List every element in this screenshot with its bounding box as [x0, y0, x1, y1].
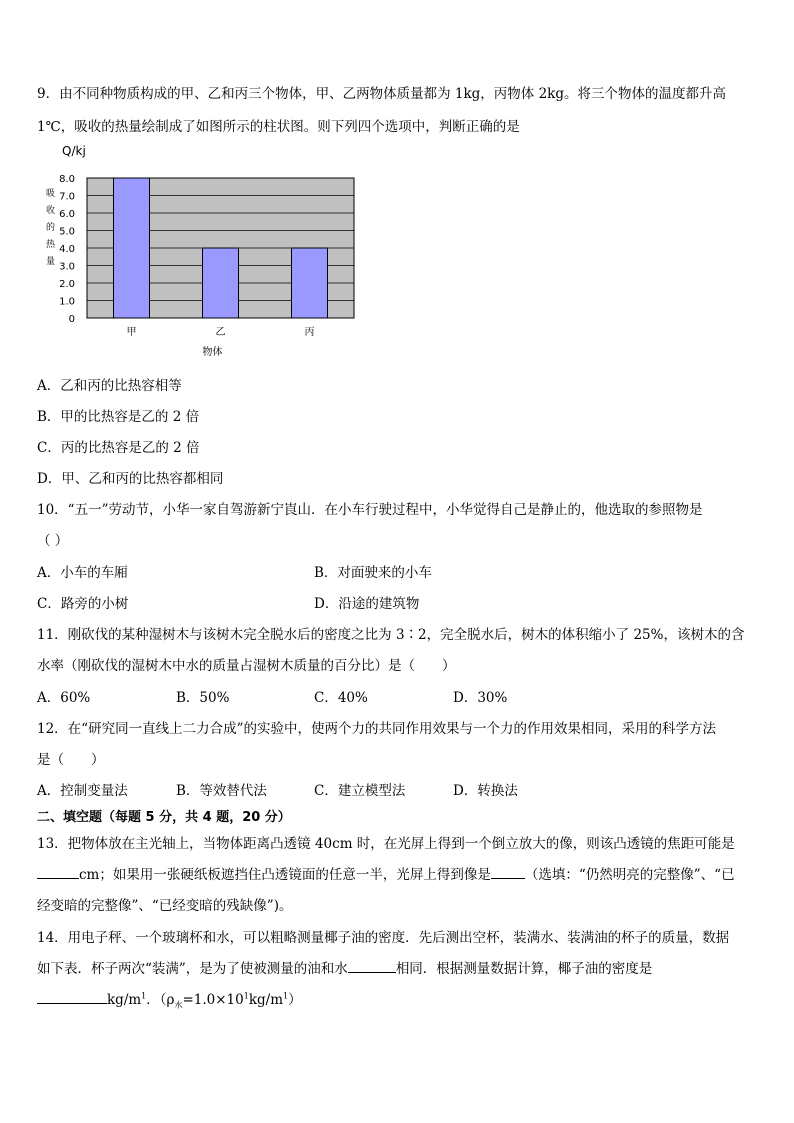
q14-blank-1[interactable] [348, 960, 396, 973]
chart-bar-3 [292, 248, 328, 318]
q14-close: ） [288, 992, 302, 1008]
chart-ylabel-char: 量 [46, 257, 56, 267]
chart-ylabel-char: 吸 [46, 189, 56, 199]
q12-line1: 12．在“研究同一直线上二力合成”的实验中，使两个力的共同作用效果与一个力的作用效果相同，采用的科学方法 [37, 721, 716, 737]
q12-option-b: B．等效替代法 [176, 783, 267, 799]
q9-option-b: B．甲的比热容是乙的 2 倍 [37, 409, 200, 425]
q11-option-d: D．30% [453, 690, 508, 706]
q14-line3 [37, 988, 302, 1011]
chart-ylabel-char: 的 [46, 223, 56, 233]
q10-option-d: D．沿途的建筑物 [314, 596, 420, 612]
q10-option-c: C．路旁的小树 [37, 596, 129, 612]
q10-line2: （ ） [37, 533, 69, 549]
q14-unit: kg/m [107, 992, 142, 1008]
q9-option-c: C．丙的比热容是乙的 2 倍 [37, 440, 200, 456]
chart-xlabel: 物体 [202, 347, 223, 358]
q14-blank-2[interactable] [37, 991, 107, 1004]
chart-ytick-label: 7.0 [59, 191, 75, 203]
q13-blank-2[interactable] [491, 866, 525, 879]
q13-line2 [37, 863, 735, 883]
q10-line1: 10．“五一”劳动节，小华一家自驾游新宁崀山．在小车行驶过程中，小华觉得自己是静止的，他选取的参照物是 [37, 502, 703, 518]
q9-option-a: A．乙和丙的比热容相等 [37, 378, 182, 394]
q14-rho-unit: kg/m [248, 992, 283, 1008]
q12-option-d: D．转换法 [453, 783, 518, 799]
q13-blank-1[interactable] [37, 866, 79, 879]
chart-bar-1 [114, 178, 150, 318]
q13-line2a: cm；如果用一张硬纸板遮挡住凸透镜面的任意一半，光屏上得到像是 [79, 867, 491, 883]
chart-ylabel-char: 热 [46, 240, 56, 250]
q14-line1: 14．用电子秤、一个玻璃杯和水，可以粗略测量椰子油的密度．先后测出空杯，装满水、装满油的杯子的质量，数据 [37, 930, 730, 946]
chart-category-label: 丙 [304, 327, 315, 338]
q9-option-d: D．甲、乙和丙的比热容都相同 [37, 471, 224, 487]
q13-line3: 经变暗的完整像”、“已经变暗的残缺像”)。 [37, 898, 293, 914]
q14-power: 1 [243, 991, 249, 1001]
q12-line2: 是（ ） [37, 752, 105, 768]
q11-option-b: B．50% [176, 690, 230, 706]
q14-line2 [37, 957, 652, 977]
q9-line2: 1℃，吸收的热量绘制成了如图所示的柱状图。则下列四个选项中，判断正确的是 [37, 119, 520, 135]
chart-unit-label: Q/kj [62, 144, 86, 158]
q12-option-c: C．建立模型法 [314, 783, 406, 799]
chart-ytick-label: 8.0 [59, 174, 75, 185]
q14-line2b: 相同．根据测量数据计算，椰子油的密度是 [395, 961, 653, 977]
q13-line2b: （选填：“仍然明亮的完整像”、“已 [524, 867, 735, 883]
q14-unit-exp: 1 [141, 991, 147, 1001]
chart-ytick-label: 5.0 [59, 226, 75, 238]
chart-ytick-label: 0 [68, 314, 75, 325]
chart-ytick-label: 2.0 [59, 279, 75, 290]
q13-line1: 13．把物体放在主光轴上，当物体距离凸透镜 40cm 时，在光屏上得到一个倒立放大的像，则该凸透镜的焦距可能是 [37, 836, 735, 852]
q14-line2a: 如下表．杯子两次“装满”，是为了使被测量的油和水 [37, 961, 348, 977]
q9-line1: 9．由不同种物质构成的甲、乙和丙三个物体，甲、乙两物体质量都为 1kg，丙物体 2kg。将三个物体的温度都升高 [37, 86, 726, 102]
q12-option-a: A．控制变量法 [37, 783, 128, 799]
chart-bar-2 [203, 248, 239, 318]
q14-rho-sub: 水 [174, 1000, 183, 1010]
chart-category-label: 甲 [126, 327, 137, 338]
q14-rho-value: =1.0×10 [182, 992, 244, 1008]
q11-option-c: C．40% [314, 690, 368, 706]
chart-ytick-label: 4.0 [59, 244, 75, 255]
chart-ytick-label: 1.0 [59, 296, 75, 308]
q10-option-b: B．对面驶来的小车 [314, 565, 432, 581]
chart-category-label: 乙 [215, 327, 226, 338]
q10-option-a: A．小车的车厢 [37, 565, 128, 581]
chart-ytick-label: 3.0 [59, 261, 75, 273]
q11-line2: 水率（刚砍伐的湿树木中水的质量占湿树木质量的百分比）是（ ） [37, 658, 456, 674]
section-heading: 二、填空题（每题 5 分，共 4 题，20 分） [37, 810, 291, 825]
q11-option-a: A．60% [37, 690, 91, 706]
q11-line1: 11．刚砍伐的某种湿树木与该树木完全脱水后的密度之比为 3∶2，完全脱水后，树木的体积缩小了 25%，该树木的含 [37, 627, 745, 643]
chart-ylabel-char: 收 [46, 206, 56, 216]
chart-ytick-label: 6.0 [59, 209, 75, 220]
q14-rho-unit-exp: 1 [283, 991, 289, 1001]
bar-chart [46, 140, 370, 365]
q14-rho: ．（ρ [146, 992, 175, 1008]
